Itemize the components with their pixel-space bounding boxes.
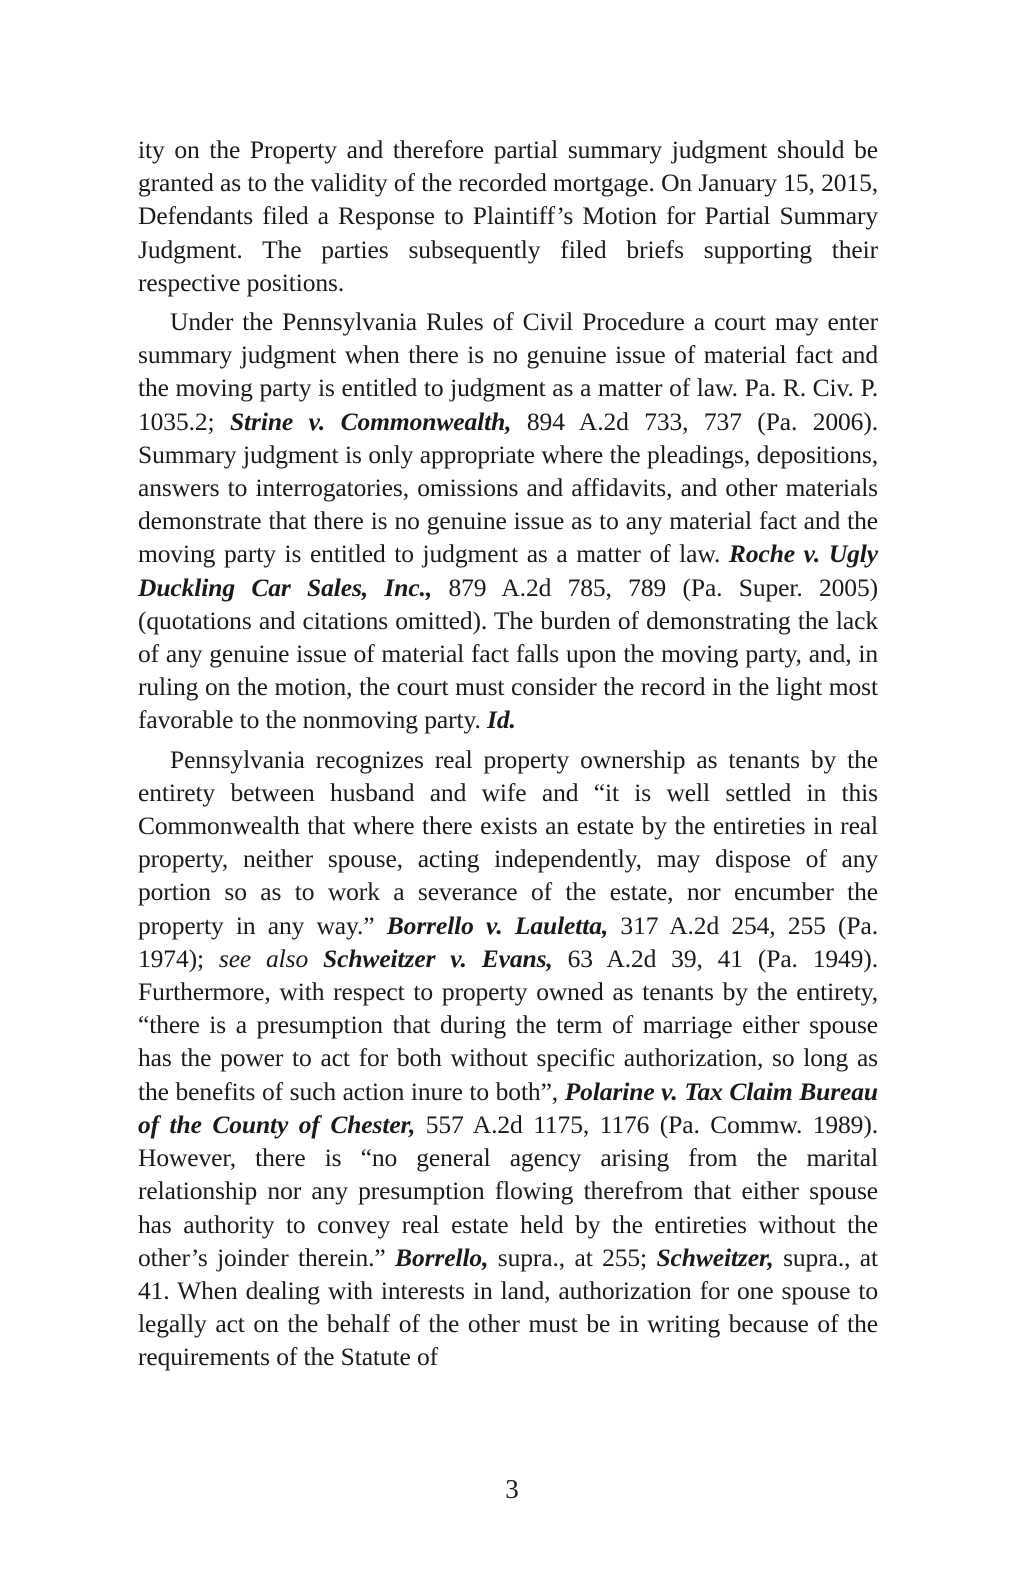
body-text: 879 A.2d 785, 789 (Pa. Super. 2005) (quotations and citations omitted). The burden of demonstrating the lack of any genuine issue of material fact falls upon the moving party, and, in ruling on the motion, the court must consider the record in the light most favorable to the nonmoving party. — [138, 572, 878, 735]
body-text: 317 A.2d 254, 255 (Pa. 1974); — [138, 910, 878, 973]
page-number: 3 — [505, 1474, 519, 1504]
case-citation: Schweitzer v. Evans, — [323, 943, 553, 973]
body-text: 894 A.2d 733, 737 (Pa. 2006). Summary judgment is only appropriate where the pleadings, depositions, answers to interrogatories, omissions and affidavits, and other materials demonstrate that there is no genuine issue as to any material fact and the moving party is entitled to judgment as a matter of law. — [138, 406, 878, 569]
case-citation: Strine v. Commonwealth, — [229, 406, 512, 436]
body-text: ity on the Property and therefore partial summary judgment should be granted as to the validity of the recorded mortgage. On January 15, 2015, Defendants filed a Response to Plaintiff’s Motion for Partial Summary Judgment. The parties subsequently filed briefs supporting their respective positions. — [138, 135, 878, 297]
case-citation: Borrello v. Lauletta, — [386, 910, 609, 940]
case-citation: Id. — [487, 705, 516, 735]
document-body — [138, 133, 878, 1374]
body-text: Pennsylvania recognizes real property ownership as tenants by the entirety between husband and wife and “it is well settled in this Commonwealth that where there exists an estate by the entireties in real property, neither spouse, acting independently, may dispose of any portion so as to work a severance of the estate, nor encumber the property in any way.” — [138, 744, 878, 940]
paragraph-3 — [138, 743, 878, 1374]
citation-signal: see also — [218, 943, 309, 973]
body-text — [308, 944, 323, 973]
case-citation: Polarine v. Tax Claim Bureau of the County of Chester, — [138, 1076, 878, 1139]
paragraph-2 — [138, 305, 878, 737]
body-text: supra., at 255; — [488, 1242, 657, 1272]
case-citation: Roche v. Ugly Duckling Car Sales, Inc., — [138, 539, 879, 602]
body-text: 557 A.2d 1175, 1176 (Pa. Commw. 1989). However, there is “no general agency arising from the marital relationship nor any presumption flowing therefrom that either spouse has authority to convey real estate held by the entireties without the other’s joinder therein.” — [138, 1109, 878, 1272]
body-text: 63 A.2d 39, 41 (Pa. 1949). Furthermore, with respect to property owned as tenants by the entirety, “there is a presumption that during the term of marriage either spouse has the power to act for both without specific authorization, so long as the benefits of such action inure to both”, — [138, 943, 878, 1106]
body-text: Under the Pennsylvania Rules of Civil Procedure a court may enter summary judgment when there is no genuine issue of material fact and the moving party is entitled to judgment as a matter of law. Pa. R. Civ. P. 1035.2; — [138, 307, 878, 436]
case-citation: Borrello, — [395, 1242, 489, 1272]
case-citation: Schweitzer, — [656, 1242, 774, 1272]
body-text: supra., at 41. When dealing with interests in land, authorization for one spouse to legally act on the behalf of the other must be in writing because of the requirements of the Statute of — [138, 1242, 878, 1372]
paragraph-1 — [138, 133, 878, 299]
